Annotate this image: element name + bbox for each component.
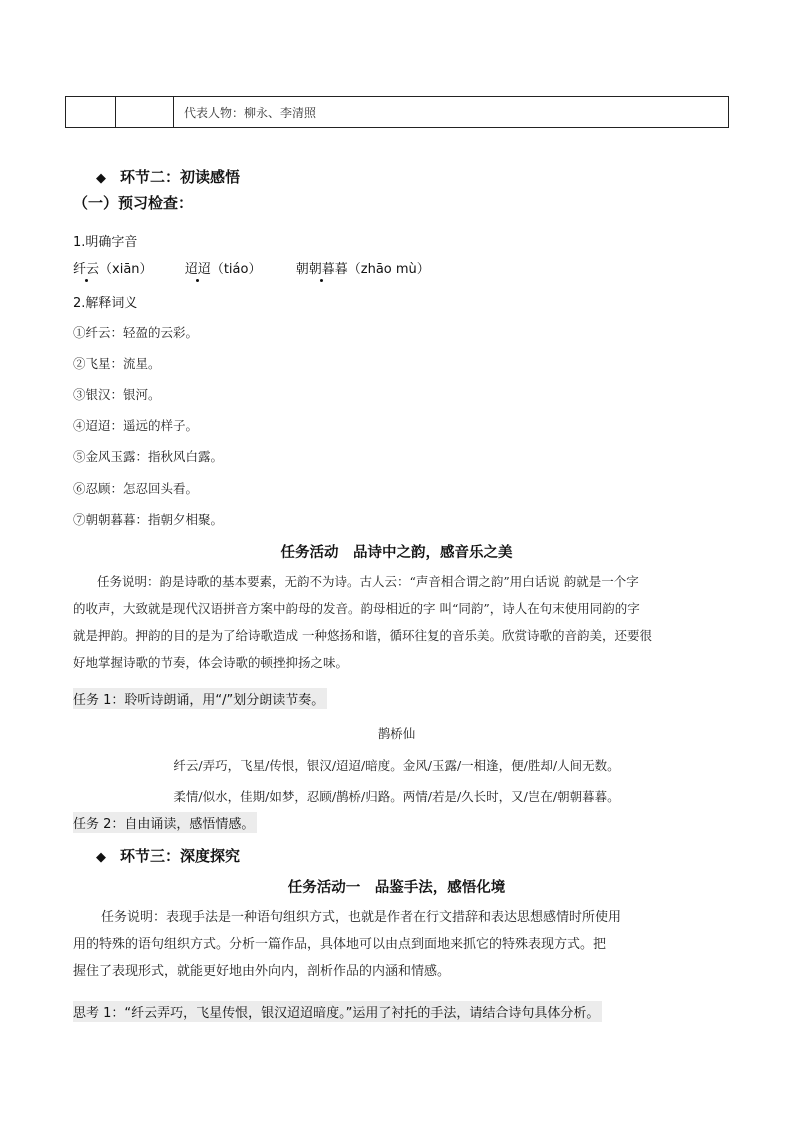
diamond-icon: ◆ xyxy=(96,850,106,865)
meaning-item: ④迢迢：遥远的样子。 xyxy=(73,418,199,433)
pinyin-reading: （xiān） xyxy=(99,262,153,277)
meaning-item: ⑤金风玉露：指秋风白露。 xyxy=(73,449,224,464)
table-cell-representatives: 代表人物：柳永、李清照 xyxy=(184,105,317,120)
meaning-item: ⑥忍顾：怎忍回头看。 xyxy=(73,481,199,496)
activity2-description xyxy=(73,904,733,985)
pinyin-title: 1.明确字音 xyxy=(73,235,138,250)
think1: 思考 1：“纤云弄巧，飞星传恨，银汉迢迢暗度。”运用了衬托的手法，请结合诗句具体分析。 xyxy=(73,1001,602,1022)
poem-line: 柔情/似水，佳期/如梦，忍顾/鹊桥/归路。两情/若是/久长时，又/岂在/朝朝暮暮。 xyxy=(173,789,620,804)
activity2-title: 任务活动一 品鉴手法，感悟化境 xyxy=(287,879,506,896)
pinyin-item xyxy=(73,262,153,277)
pinyin-item xyxy=(296,262,430,277)
task1: 任务 1：聆听诗朗诵，用“/”划分朗读节奏。 xyxy=(73,688,327,709)
pinyin-reading: （tiáo） xyxy=(210,262,262,277)
desc-line: 的收声，大致就是现代汉语拼音方案中韵母的发音。韵母相近的字 叫“同韵”，诗人在句末使用同韵的字 xyxy=(73,601,640,616)
desc-line: 用的特殊的语句组织方式。分析一篇作品，具体地可以由点到面地来抓它的特殊表现方式。把 xyxy=(73,937,607,952)
task2: 任务 2：自由诵读，感悟情感。 xyxy=(73,812,257,833)
poem-title: 鹊桥仙 xyxy=(377,726,416,741)
pinyin-item xyxy=(185,262,262,277)
meaning-item: ①纤云：轻盈的云彩。 xyxy=(73,325,199,340)
meaning-item: ②飞星：流星。 xyxy=(73,356,161,371)
preview-title: （一）预习检查： xyxy=(73,194,194,212)
section3-heading xyxy=(96,845,240,866)
pinyin-word: 迢迢 xyxy=(185,258,211,277)
desc-line: 任务说明：韵是诗歌的基本要素，无韵不为诗。古人云：“声音相合谓之韵”用白话说 韵就是一个字 xyxy=(97,574,639,589)
pinyin-row xyxy=(73,258,430,277)
desc-line: 就是押韵。押韵的目的是为了给诗歌造成 一种悠扬和谐，循环往复的音乐美。欣赏诗歌的音韵美，还要很 xyxy=(73,628,652,643)
pinyin-word: 朝朝暮暮 xyxy=(296,258,348,277)
poem-line: 纤云/弄巧，飞星/传恨，银汉/迢迢/暗度。金风/玉露/一相逢，便/胜却/人间无数。 xyxy=(173,758,620,773)
section3-title: 环节三：深度探究 xyxy=(120,847,241,865)
table-cell xyxy=(116,97,174,127)
desc-line: 好地掌握诗歌的节奏，体会诗歌的顿挫抑扬之味。 xyxy=(73,655,349,670)
roles-table-row xyxy=(65,96,729,128)
activity1-title: 任务活动 品诗中之韵，感音乐之美 xyxy=(280,544,513,561)
section2-title: 环节二：初读感悟 xyxy=(120,168,241,186)
section2-heading xyxy=(96,166,240,187)
activity1-description xyxy=(73,568,733,676)
meaning-item: ③银汉：银河。 xyxy=(73,387,161,402)
pinyin-word: 纤云 xyxy=(73,258,99,277)
desc-line: 握住了表现形式，就能更好地由外向内，剖析作品的内涵和情感。 xyxy=(73,964,451,979)
desc-line: 任务说明：表现手法是一种语句组织方式，也就是作者在行文措辞和表达思想感情时所使用 xyxy=(101,910,622,925)
meanings-title: 2.解释词义 xyxy=(73,296,138,311)
diamond-icon: ◆ xyxy=(96,171,106,186)
table-cell xyxy=(66,97,116,127)
pinyin-reading: （zhāo mù） xyxy=(347,262,430,277)
meaning-item: ⑦朝朝暮暮：指朝夕相聚。 xyxy=(73,512,224,527)
